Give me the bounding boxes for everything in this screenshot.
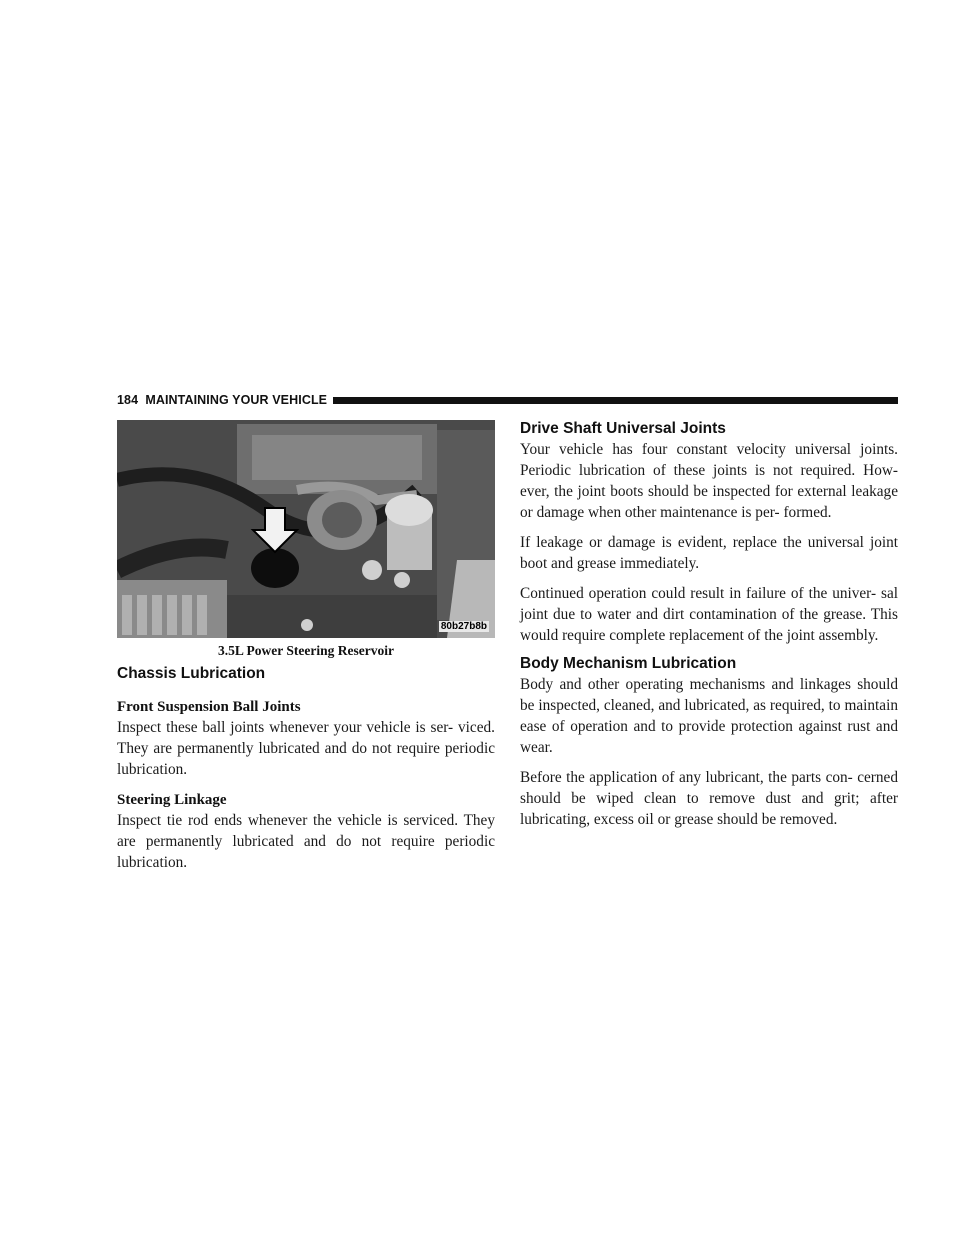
figure-code: 80b27b8b: [440, 621, 487, 632]
heading-drive-shaft: Drive Shaft Universal Joints: [520, 420, 726, 437]
paragraph-drive-shaft-1: Your vehicle has four constant velocity universal joints. Periodic lubrication of these joints is not required. How- ever, the joint boots should be inspected for external leakage or damage when other maintenance is per- formed.: [520, 441, 898, 521]
left-column: [117, 420, 495, 873]
paragraph-body-mechanism-2: Before the application of any lubricant, the parts con- cerned should be wiped clean to remove dust and grit; after lubricating, excess oil or grease should be removed.: [520, 769, 898, 828]
paragraph-ball-joints: Inspect these ball joints whenever your vehicle is ser- viced. They are permanently lubricated and do not require periodic lubrication.: [117, 719, 495, 778]
paragraph-body-mechanism-1: Body and other operating mechanisms and linkages should be inspected, cleaned, and lubricated, as required, to maintain ease of operation and to provide protection against rust and wear.: [520, 676, 898, 756]
paragraph-drive-shaft-2: If leakage or damage is evident, replace the universal joint boot and grease immediately.: [520, 534, 898, 572]
paragraph-steering-linkage: Inspect tie rod ends whenever the vehicle is serviced. They are permanently lubricated and do not require periodic lubrication.: [117, 812, 495, 871]
page-header: [117, 391, 898, 409]
subheading-ball-joints: Front Suspension Ball Joints: [117, 699, 301, 715]
heading-chassis-lubrication: Chassis Lubrication: [117, 665, 266, 682]
engine-photo-illustration: [117, 420, 495, 638]
header-rule: [333, 397, 898, 404]
page-number: 184: [117, 393, 139, 407]
figure-caption: 3.5L Power Steering Reservoir: [218, 643, 394, 658]
header-label: [117, 393, 333, 407]
section-title: MAINTAINING YOUR VEHICLE: [145, 393, 328, 407]
paragraph-drive-shaft-3: Continued operation could result in failure of the univer- sal joint due to water and dirt contamination of the grease. This would require complete replacement of the joint assembly.: [520, 585, 898, 644]
engine-photo: [117, 420, 495, 638]
subheading-steering-linkage: Steering Linkage: [117, 792, 227, 808]
right-column: [520, 420, 898, 830]
heading-body-mechanism: Body Mechanism Lubrication: [520, 655, 737, 672]
